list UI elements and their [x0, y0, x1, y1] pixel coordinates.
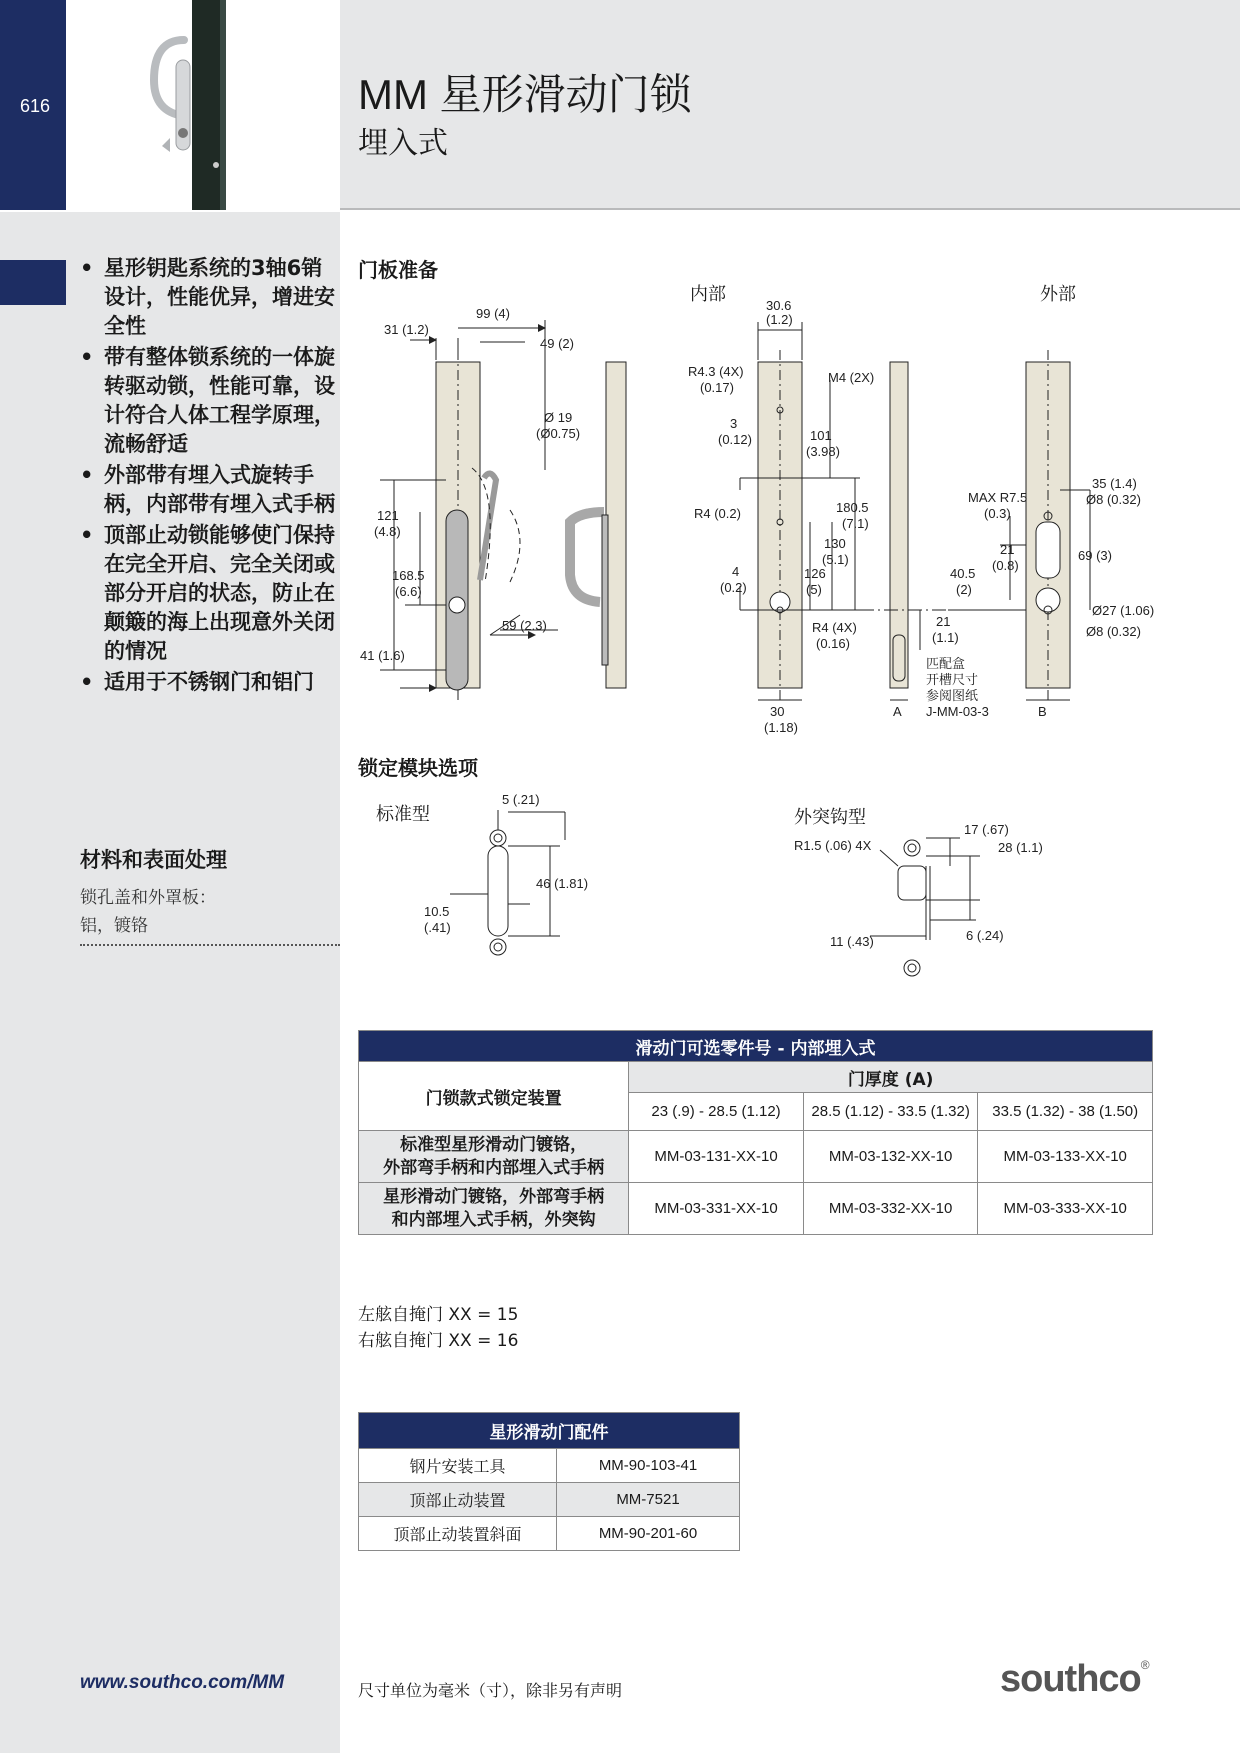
dim-label: (0.8)	[992, 558, 1019, 573]
dim-label: MAX R7.5	[968, 490, 1028, 505]
accessories-table	[358, 1412, 740, 1551]
feature-item: • 适用于不锈钢门和铝门	[78, 668, 340, 697]
parts-table-caption: 滑动门可选零件号 - 内部埋入式	[359, 1031, 1153, 1062]
dim-label: (6.6)	[395, 584, 422, 599]
dim-label: 3	[730, 416, 738, 431]
door-prep-title: 门板准备	[358, 258, 438, 282]
hook-module-drawing	[790, 810, 1090, 990]
table-row	[359, 1483, 740, 1517]
website-link[interactable]: www.southco.com/MM	[80, 1672, 285, 1693]
row-label	[359, 1183, 629, 1235]
dim-label: 4	[732, 564, 740, 579]
inside-label: 内部	[690, 284, 726, 305]
dim-label: 11 (.43)	[830, 934, 874, 949]
dim-label: (2)	[956, 582, 972, 597]
box-note: J-MM-03-3	[926, 704, 989, 719]
dim-label: 69 (3)	[1078, 548, 1112, 563]
dim-label: 21	[936, 614, 951, 629]
units-note: 尺寸单位为毫米（寸），除非另有声明	[358, 1681, 623, 1700]
dim-label: 130	[824, 536, 846, 551]
dim-label: 40.5	[950, 566, 976, 581]
table-row	[359, 1517, 740, 1551]
dim-label: 41 (1.6)	[360, 648, 405, 663]
part-number: MM-03-133-XX-10	[978, 1131, 1153, 1183]
hinge-note-right: 右舷自掩门 XX = 16	[358, 1331, 519, 1351]
dim-label: R4.3 (4X)	[688, 364, 744, 379]
hinge-note-left: 左舷自掩门 XX = 15	[358, 1305, 519, 1325]
dim-label: Ø8 (0.32)	[1086, 624, 1141, 639]
dim-label: (3.98)	[806, 444, 840, 459]
part-number: MM-03-132-XX-10	[803, 1131, 978, 1183]
dim-label: 99 (4)	[476, 306, 510, 321]
lock-modules-title: 锁定模块选项	[358, 756, 478, 780]
thickness-range: 28.5 (1.12) - 33.5 (1.32)	[803, 1093, 978, 1131]
standard-label: 标准型	[376, 804, 430, 825]
dim-label: 121	[377, 508, 399, 523]
feature-item: • 带有整体锁系统的一体旋转驱动锁，性能可靠，设计符合人体工程学原理，流畅舒适	[78, 343, 340, 459]
dim-label: 30.6	[766, 298, 792, 313]
dim-label: (7.1)	[842, 516, 869, 531]
dim-label: (0.2)	[720, 580, 747, 595]
table-row	[359, 1131, 1153, 1183]
thickness-range: 33.5 (1.32) - 38 (1.50)	[978, 1093, 1153, 1131]
door-handle-image	[66, 0, 340, 210]
dim-label: R4 (0.2)	[694, 506, 741, 521]
part-number: MM-03-332-XX-10	[803, 1183, 978, 1235]
dim-label: 180.5	[836, 500, 869, 515]
page-header	[0, 0, 1240, 210]
row-label-line: 外部弯手柄和内部埋入式手柄	[383, 1157, 605, 1178]
dim-label: 35 (1.4)	[1092, 476, 1137, 491]
dim-label: (1.2)	[766, 312, 793, 327]
part-number: MM-03-333-XX-10	[978, 1183, 1153, 1235]
feature-item: • 顶部止动锁能够使门保持在完全开启、完全关闭或部分开启的状态，防止在颠簸的海上出现意外关闭的情况	[78, 521, 340, 666]
feature-item: • 外部带有埋入式旋转手柄，内部带有埋入式手柄	[78, 461, 340, 519]
marker-b: B	[1038, 704, 1047, 719]
header-title-panel	[340, 0, 1240, 210]
row-label	[359, 1131, 629, 1183]
thickness-range: 23 (.9) - 28.5 (1.12)	[629, 1093, 804, 1131]
accessory-name: 顶部止动装置斜面	[359, 1517, 557, 1551]
logo-text: southco	[1000, 1658, 1141, 1700]
dim-label: 5 (.21)	[502, 792, 540, 807]
table-row	[359, 1449, 740, 1483]
dim-label: R4 (4X)	[812, 620, 857, 635]
dim-label: 28 (1.1)	[998, 840, 1043, 855]
row-label-line: 星形滑动门镀铬，外部弯手柄	[383, 1186, 605, 1207]
dim-label: 21	[1000, 542, 1015, 557]
hook-label: 外突钩型	[794, 807, 866, 828]
dim-label: 46 (1.81)	[536, 876, 589, 891]
lock-style-header: 门锁款式锁定装置	[359, 1062, 629, 1131]
dim-label: 31 (1.2)	[384, 322, 429, 337]
accessory-name: 顶部止动装置	[359, 1483, 557, 1517]
dim-label: (4.8)	[374, 524, 401, 539]
dim-label: 49 (2)	[540, 336, 574, 351]
table-row	[359, 1183, 1153, 1235]
thickness-header: 门厚度 (A)	[629, 1062, 1153, 1093]
left-sidebar	[0, 212, 340, 1753]
dim-label: R1.5 (.06) 4X	[794, 838, 872, 853]
row-label-line: 和内部埋入式手柄，外突钩	[391, 1209, 596, 1230]
row-label-line: 标准型星形滑动门镀铬，	[400, 1134, 588, 1155]
dim-label: (0.3)	[984, 506, 1011, 521]
product-photo	[66, 0, 340, 210]
sidebar-accent-block	[0, 260, 66, 305]
accessory-name: 钢片安装工具	[359, 1449, 557, 1483]
dim-label: (5)	[806, 582, 822, 597]
dim-label: 101	[810, 428, 832, 443]
parts-table	[358, 1030, 1153, 1235]
page-number: 616	[20, 96, 51, 116]
feature-list	[78, 254, 340, 699]
dim-label: (1.18)	[764, 720, 798, 735]
accessory-part: MM-7521	[557, 1483, 740, 1517]
registered-mark-icon: ®	[1140, 1658, 1149, 1672]
page-title: MM 星形滑动门锁	[358, 71, 692, 118]
accessory-part: MM-90-201-60	[557, 1517, 740, 1551]
dim-label: Ø27 (1.06)	[1092, 603, 1155, 618]
dim-label: (Ø0.75)	[536, 426, 581, 441]
standard-module-drawing	[400, 790, 620, 970]
dim-label: 168.5	[392, 568, 425, 583]
dim-label: 10.5	[424, 904, 450, 919]
page-subtitle: 埋入式	[358, 127, 448, 160]
outside-label: 外部	[1040, 284, 1076, 305]
dim-label: (1.1)	[932, 630, 959, 645]
dim-label: (0.17)	[700, 380, 734, 395]
accessory-part: MM-90-103-41	[557, 1449, 740, 1483]
feature-item: • 星形钥匙系统的3轴6销设计，性能优异，增进安全性	[78, 254, 340, 341]
materials-title: 材料和表面处理	[80, 848, 227, 872]
dim-label: Ø8 (0.32)	[1086, 492, 1141, 507]
dim-label: (0.12)	[718, 432, 752, 447]
door-prep-drawing	[340, 290, 1240, 750]
dim-label: M4 (2X)	[828, 370, 875, 385]
dim-label: (0.16)	[816, 636, 850, 651]
dim-label: 30	[770, 704, 785, 719]
part-number: MM-03-331-XX-10	[629, 1183, 804, 1235]
dim-label: 59 (2.3)	[502, 618, 547, 633]
accessories-caption: 星形滑动门配件	[359, 1413, 740, 1449]
header-navy-band	[0, 0, 66, 210]
box-note: 开槽尺寸	[926, 672, 979, 687]
dim-label: Ø 19	[544, 410, 573, 425]
dim-label: (.41)	[424, 920, 451, 935]
marker-a: A	[893, 704, 902, 719]
dim-label: 17 (.67)	[964, 822, 1009, 837]
materials-text	[80, 884, 340, 940]
dim-label: (5.1)	[822, 552, 849, 567]
dim-label: 6 (.24)	[966, 928, 1004, 943]
part-number: MM-03-131-XX-10	[629, 1131, 804, 1183]
box-note: 匹配盒	[926, 656, 966, 671]
dim-label: 126	[804, 566, 826, 581]
materials-line: 铝，镀铬	[80, 916, 148, 936]
southco-logo	[1000, 1658, 1149, 1701]
materials-line: 锁孔盖和外罩板：	[80, 888, 216, 908]
box-note: 参阅图纸	[926, 688, 979, 703]
dotted-divider	[80, 944, 340, 946]
